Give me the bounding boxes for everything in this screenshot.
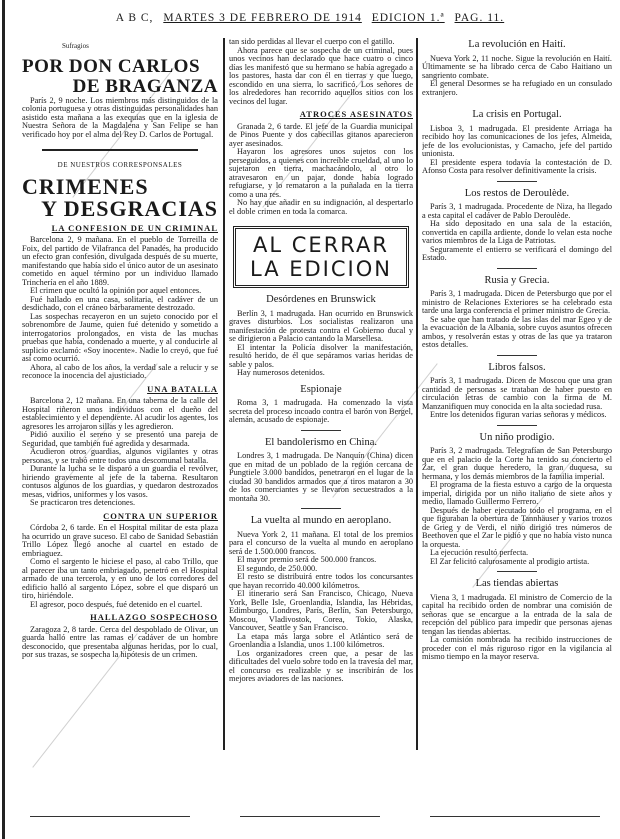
article-heading: El bandolerismo en China. <box>265 436 377 448</box>
divider <box>301 430 341 431</box>
article-paragraph: Nueva York 2, 11 mañana. El total de los premios para el concurso de la vuelta al mundo en aeroplano será de 1.500.000 francos. <box>229 529 413 556</box>
article-heading: HALLAZGO SOSPECHOSO <box>90 612 218 622</box>
article-paragraph: El crimen que ocultó la opinión por aquel entonces. <box>30 286 202 295</box>
article-paragraph: Durante la lucha se le disparó a un guardia el revólver, hiriendo gravemente al jefe de la taberna. Resultaron contusos algunos de los guardias, y quedaron destrozados mesas, vidrios, uniformes y los vasos. <box>22 464 218 499</box>
article-paragraph: Lisboa 3, 1 madrugada. El presidente Arriaga ha recibido hoy las comunicaciones de los jefes, Almeida, jefe de los evolucionistas, y Camacho, jefe del partido unionista. <box>422 123 612 158</box>
article-heading: Un niño prodigio. <box>479 431 555 443</box>
article-heading: UNA BATALLA <box>147 383 218 394</box>
article-paragraph: El general Desormes se ha refugiado en un consulado extranjero. <box>422 79 612 97</box>
article-heading: La vuelta al mundo en aeroplano. <box>250 515 392 526</box>
article-paragraph: El intentar la Policía disolver la manifestación, resultó herido, de él que sepáramos varias heridas de sable y palos. <box>229 342 413 369</box>
article-paragraph: Barcelona 2, 9 mañana. En el pueblo de Torreilla de Foix, del partido de Vilafranca del Panadés, ha producido un efecto gran confesión, divulgada después de su muerte, manifestando que había sido el único autor de un asesinato cometido en aquel término por un individuo llamado Trinchería en el año 1889. <box>22 235 218 287</box>
article-paragraph: La etapa más larga sobre el Atlántico será de Groenlandia a Islandia, unos 1.100 kilómetros. <box>229 631 413 649</box>
article-paragraph: Granada 2, 6 tarde. El jefe de la Guardia municipal de Pinos Puente y dos cabecillas gitanos aparecieron ayer asesinados. <box>229 121 413 148</box>
article-heading: La crisis en Portugal. <box>472 109 562 120</box>
divider <box>497 571 537 572</box>
article-paragraph: La comisión nombrada ha recibido instrucciones de proceder con el más riguroso rigor en la vigilancia al mismo tiempo en la mayor reserva. <box>422 635 612 661</box>
footer-rule <box>30 816 190 817</box>
issue-date: MARTES 3 DE FEBRERO DE 1914 <box>163 12 362 24</box>
column-2 <box>229 38 413 753</box>
kicker: Sufragios <box>62 42 89 50</box>
article-paragraph: Córdoba 2, 6 tarde. En el Hospital militar de esta plaza ha ocurrido un grave suceso. El cabo de Sanidad Sebastián Trillo López llegó anoche al cuartel en estado de embriaguez. <box>22 523 218 558</box>
article-paragraph: El agresor, poco después, fué detenido en el cuartel. <box>30 599 203 609</box>
article-paragraph: París 3, 1 madrugada. Procedente de Niza, ha llegado a esta capital el cadáver de Pablo Deroulède. <box>422 202 612 220</box>
article-paragraph: Después de haber ejecutado todo el programa, en el que figuraban la obertura de Tannhäuser y varios trozos de Grieg y de Verdi, el niño dirigió tres números de Beethoven que el Zar le pidió y que no había visto nunca la orquesta. <box>422 505 612 549</box>
masthead <box>0 12 620 24</box>
article-paragraph: Acudieron otros guardias, algunos vigilantes y otras personas, y se trabó entre todos una descomunal batalla. <box>22 447 218 465</box>
article-paragraph: El resto se distribuirá entre todos los concursantes que hayan recorrido 40.000 kilómetros. <box>229 572 413 590</box>
divider <box>301 508 341 509</box>
late-news-banner <box>233 226 409 288</box>
article-paragraph: El programa de la fiesta estuvo a cargo de la orquesta imperial, dirigida por un niño italiano de siete años y medio, llamado Guillermo Ferrero. <box>422 480 612 506</box>
article-paragraph: Como el sargento le hiciese el paso, al cabo Trillo, que al parecer iba un tanto embriagado, penetró en el Hospital armado de una tercerola, y en uno de los corredores del edificio halló al sargento López, sobre el que disparó un tiro, hiriéndole. <box>22 557 218 600</box>
article-heading: Desórdenes en Brunswick <box>266 294 376 305</box>
article-paragraph: El Zar felicitó calurosamente al prodigio artista. <box>430 556 590 566</box>
article-paragraph: El segundo, de 250.000. <box>237 563 318 573</box>
banner-line: LA EDICION <box>250 257 392 281</box>
divider <box>42 149 198 151</box>
divider <box>497 355 537 356</box>
article-paragraph: Ahora, al cabo de los años, la verdad sale a relucir y se reconoce la inocencia del ajusticiado. <box>22 362 218 380</box>
column-rule <box>416 38 418 750</box>
column-rule <box>223 38 225 750</box>
article-heading: Los restos de Deroulède. <box>464 187 570 199</box>
article-heading: LA CONFESION DE UN CRIMINAL <box>51 222 218 233</box>
headline: POR DON CARLOS <box>22 55 201 77</box>
divider <box>497 181 537 182</box>
article-paragraph: Hayaron los agresores unos sujetos con los perseguidos, a quienes con increíble crueldad, al uno lo sujetaron en tierra, machacándolo, al otro lo atravesaron en un pajar, donde había logrado refugiarse, y lo remataron a la puñalada en la tierra como a una res. <box>229 147 413 199</box>
column-3 <box>422 38 612 753</box>
article-paragraph: Ahora parece que se sospecha de un criminal, pues unos vecinos han declarado que hace cuatro o cinco días les manifestó que su hermano se había agregado a los pastores, hasta dar con él en tierras y que luego, escondido en una sierra, lo sacrificó. Los señores de los alrededores han recorrido aquellos sitios con los vecinos del lugar. <box>229 45 413 106</box>
page-number: PAG. 11. <box>454 12 505 24</box>
article-heading: Espionaje <box>300 383 342 395</box>
banner-line: AL CERRAR <box>253 233 389 257</box>
article-paragraph: Los organizadores creen que, a pesar de las dificultades del vuelo sobre todo en la travesía del mar, el concurso es realizable y se inscribirán de los mejores aviadores de las naciones. <box>229 648 413 683</box>
article-paragraph: Se sabe que han tratado de las islas del mar Egeo y de la evacuación de la Albania, sobre cuyos asuntos ofrecen ambos, y resolverán estas y otras de las que ya trataron estos detalles. <box>422 314 612 349</box>
article-paragraph: Barcelona 2, 12 mañana. En una taberna de la calle del Hospital riñeron unos individuos con el dueño del establecimiento y el dependiente. Al acudir los agentes, los agresores les arrojaron sillas y les agredieron. <box>22 396 218 431</box>
article-paragraph: Roma 3, 1 madrugada. Ha comenzado la vista secreta del proceso incoado contra el barón von Bergel, alemán, acusado de espionaje. <box>229 398 413 424</box>
article-paragraph: No hay que añadir en su indignación, al despertarlo el doble crimen en toda la comarca. <box>229 198 413 216</box>
article-paragraph: París 3, 1 madrugada. Dicen de Petersburgo que por el ministro de Relaciones Exteriores se ha celebrado esta tarde una larga conferencia el primer ministro de Grecia. <box>422 289 612 315</box>
article-heading: Rusia y Grecia. <box>484 274 550 286</box>
divider <box>497 268 537 269</box>
section-headline: Y DESGRACIAS <box>41 195 218 221</box>
article-paragraph: Hay numerosos detenidos. <box>237 368 325 377</box>
article-paragraph: El mayor premio será de 500.000 francos. <box>237 555 377 564</box>
article-paragraph: Entre los detenidos figuran varias señoras y médicos. <box>430 410 607 419</box>
article-heading: La revolución en Haití. <box>468 39 566 50</box>
article-paragraph: Viena 3, 1 madrugada. El ministro de Comercio de la capital ha recibido orden de nombrar una comisión de señoras que se encargue a la entrada de la sala de recepción del público para impedir que personas ajenas tengan las tiendas abiertas. <box>422 592 612 636</box>
divider <box>497 425 537 426</box>
page-edge <box>2 0 5 839</box>
section-headline: CRIMENES <box>22 173 149 199</box>
footer-rule <box>430 816 600 817</box>
article-paragraph: Seguramente el entierro se verificará el domingo del Estado. <box>422 244 612 262</box>
article-paragraph: Pidió auxilio el sereno y se presentó una pareja de Seguridad, que también fué agredida y desarmada. <box>22 430 218 448</box>
article-paragraph: Ha sido depositado en una sala de la estación, convertida en capilla ardiente, donde lo velan esta noche varios miembros de la Liga de Patriotas. <box>422 219 612 245</box>
column-1 <box>22 38 218 753</box>
article-paragraph: Las sospechas recayeron en un sujeto conocido por el sobrenombre de Jaume, quien fué detenido y sometido a interrogatorios prolongados, en vista de las muchas pruebas que había, condenado a muerte, y al conducirle al suplicio exclamó: «Soy inocente». Nadie lo creyó, que fué así como ocurrió. <box>22 311 218 363</box>
article-paragraph: Fué hallado en una casa, solitaria, el cadáver de un desdichado, con el cráneo bárbaramente destrozado. <box>22 294 218 312</box>
article-paragraph: Se practicaron tres detenciones. <box>30 498 136 507</box>
article-paragraph: Londres 3, 1 madrugada. De Nanquín (China) dicen que en mitad de un poblado de la región cercana de Pungtiele 3.000 bandidos, penetraron en el lugar de la ciudad 30 bandidos armados que a tiros mataron a 30 de los comerciantes y se llevaron secuestrados a la montaña 30. <box>229 451 413 503</box>
article-heading: CONTRA UN SUPERIOR <box>103 510 218 521</box>
article-paragraph: París 3, 2 madrugada. Telegrafían de San Petersburgo que en el palacio de la Corte ha tenido su concierto el Zar, el gran duque heredero, la gran duquesa, su hermana, y los demás miembros de la familia imperial. <box>422 446 612 481</box>
article-paragraph: París 2, 9 noche. Los miembros más distinguidos de la colonia portuguesa y otras distinguidas personalidades han asistido esta mañana a las exequias que en la iglesia de Nuestra Señora de la Magdalena y San Felipe se han verificado hoy por el alma del Rey D. Carlos de Portugal. <box>22 95 218 139</box>
article-heading: ATROCES ASESINATOS <box>299 109 413 119</box>
article-paragraph: tan sido perdidas al llevar el cuerpo con el gatillo. <box>229 38 395 46</box>
section-subtitle: DE NUESTROS CORRESPONSALES <box>57 161 183 169</box>
paper-name: A B C, <box>115 12 154 24</box>
article-heading: Libros falsos. <box>488 361 546 373</box>
article-paragraph: Nueva York 2, 11 noche. Sigue la revolución en Haití. Últimamente se ha librado cerca de Cabo Haitiano un sangriento combate. <box>422 53 612 80</box>
edition: EDICION 1.ª <box>371 12 445 24</box>
article-paragraph: Berlín 3, 1 madrugada. Han ocurrido en Brunswick graves disturbios. Los socialistas realizaron una manifestación de protesta contra el Gobierno ducal y se dirigieron a Palacio cantando la Marsellesa. <box>229 308 413 343</box>
article-paragraph: París 3, 1 madrugada. Dicen de Moscou que una gran cantidad de personas se trataban de haber puesto en circulación letras de cambio con la firma de M. Manzanifiquen muy conocida en la alta sociedad rusa. <box>422 376 612 411</box>
footer-rule <box>240 816 380 817</box>
article-paragraph: Zaragoza 2, 8 tarde. Cerca del despoblado de Olivar, un guarda halló entre las ramas el cadáver de un hombre desconocido, que presentaba algunas heridas, por lo cual, por sus trazas, se sospecha la hipótesis de un crimen. <box>22 624 218 659</box>
article-paragraph: El itinerario será San Francisco, Chicago, Nueva York, Belle Isle, Groenlandia, Islandia, las Hébridas, Edimburgo, Londres, París, Berlín, San Petersburgo, Moscou, Vladivostok, Corea, Tokio, Alaska, Vancouver, Seattle y San Francisco. <box>229 589 413 632</box>
article-paragraph: El presidente espera todavía la contestación de D. Afonso Costa para resolver definitivamente la crisis. <box>422 157 612 175</box>
headline: DE BRAGANZA <box>72 75 218 97</box>
article-heading: Las tiendas abiertas <box>475 578 559 589</box>
article-paragraph: La ejecución resultó perfecta. <box>430 548 529 557</box>
